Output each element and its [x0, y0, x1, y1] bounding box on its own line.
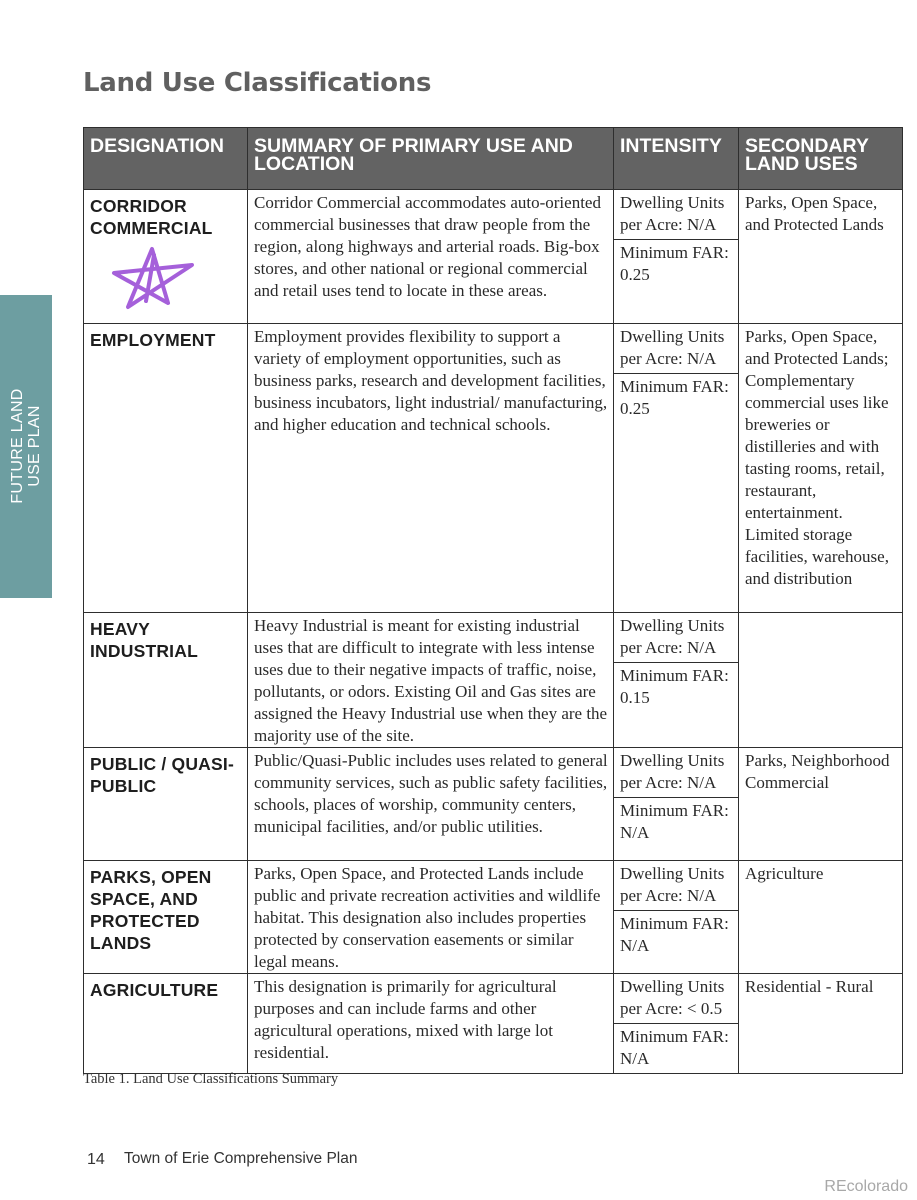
- header-designation: DESIGNATION: [84, 128, 248, 190]
- side-tab-line-2: USE PLAN: [26, 405, 43, 487]
- table-row: [84, 748, 903, 861]
- designation-cell: [84, 974, 248, 1074]
- designation-label: CORRIDOR COMMERCIAL: [90, 196, 213, 238]
- designation-cell: [84, 324, 248, 613]
- summary-cell: [248, 861, 614, 974]
- far-value: Minimum FAR: N/A: [620, 914, 729, 955]
- designation-cell: [84, 190, 248, 324]
- table-row: [84, 613, 903, 748]
- secondary-cell: [739, 748, 903, 861]
- designation-label: AGRICULTURE: [90, 980, 219, 1000]
- far-value: Minimum FAR: N/A: [620, 801, 729, 842]
- secondary-text: Parks, Open Space, and Protected Lands; Complementary commercial uses like breweries or distilleries and with tasting rooms, retail, restaurant, entertainment. Limited storage facilities, warehouse, and distribution: [745, 327, 889, 588]
- footer-document-title: Town of Erie Comprehensive Plan: [124, 1150, 358, 1167]
- intensity-cell: [614, 861, 739, 974]
- table-row: [84, 861, 903, 974]
- secondary-cell: [739, 974, 903, 1074]
- intensity-cell: [614, 613, 739, 748]
- header-intensity: INTENSITY: [614, 128, 739, 190]
- secondary-cell: [739, 613, 903, 748]
- secondary-cell: [739, 190, 903, 324]
- designation-cell: [84, 613, 248, 748]
- table-row: [84, 190, 903, 324]
- secondary-text: Parks, Open Space, and Protected Lands: [745, 193, 884, 234]
- intensity-cell: [614, 324, 739, 613]
- summary-text: Public/Quasi-Public includes uses related to general community services, such as public safety facilities, schools, places of worship, community centers, municipal facilities, and/or public utilities.: [254, 751, 608, 836]
- side-tab-line-1: FUTURE LAND: [9, 388, 26, 504]
- intensity-cell: [614, 974, 739, 1074]
- intensity-cell: [614, 190, 739, 324]
- dwelling-units-value: Dwelling Units per Acre: < 0.5: [614, 974, 738, 1024]
- secondary-text: [739, 613, 902, 615]
- dwelling-units-value: Dwelling Units per Acre: N/A: [614, 748, 738, 798]
- designation-label: EMPLOYMENT: [90, 330, 216, 350]
- dwelling-units-value: Dwelling Units per Acre: N/A: [614, 324, 738, 374]
- summary-cell: [248, 324, 614, 613]
- land-use-table: [83, 127, 903, 1074]
- designation-label: PUBLIC / QUASI-PUBLIC: [90, 754, 234, 796]
- summary-cell: [248, 748, 614, 861]
- secondary-cell: [739, 324, 903, 613]
- secondary-text: Agriculture: [745, 864, 824, 883]
- table-row: [84, 974, 903, 1074]
- summary-text: Heavy Industrial is meant for existing industrial uses that are difficult to integrate with less intense uses due to their negative impacts of traffic, noise, pollutants, or odors. Existing Oil and Gas sites are assigned the Heavy Industrial use when they are the majority use of the site.: [254, 616, 608, 745]
- secondary-cell: [739, 861, 903, 974]
- designation-cell: [84, 861, 248, 974]
- table-header-row: [84, 128, 903, 190]
- far-value: Minimum FAR: 0.15: [620, 666, 729, 707]
- side-tab-label: [9, 388, 43, 503]
- summary-text: This designation is primarily for agricultural purposes and can include farms and other agricultural operations, mixed with large lot residential.: [254, 977, 557, 1062]
- designation-label: HEAVY INDUSTRIAL: [90, 619, 198, 661]
- summary-cell: [248, 190, 614, 324]
- far-value: Minimum FAR: N/A: [620, 1027, 729, 1068]
- summary-cell: [248, 613, 614, 748]
- far-value: Minimum FAR: 0.25: [620, 243, 729, 284]
- table-caption: Table 1. Land Use Classifications Summary: [83, 1071, 339, 1087]
- hand-drawn-star-icon: [84, 239, 247, 316]
- header-summary: SUMMARY OF PRIMARY USE AND LOCATION: [248, 128, 614, 190]
- watermark: REcolorado: [824, 1178, 908, 1195]
- dwelling-units-value: Dwelling Units per Acre: N/A: [614, 613, 738, 663]
- dwelling-units-value: Dwelling Units per Acre: N/A: [614, 861, 738, 911]
- designation-cell: [84, 748, 248, 861]
- summary-text: Parks, Open Space, and Protected Lands include public and private recreation activities and wildlife habitat. This designation also includes properties protected by conservation easements or similar legal means.: [254, 864, 601, 971]
- intensity-cell: [614, 748, 739, 861]
- secondary-text: Residential - Rural: [745, 977, 874, 996]
- secondary-text: Parks, Neighborhood Commercial: [745, 751, 890, 792]
- summary-cell: [248, 974, 614, 1074]
- summary-text: Corridor Commercial accommodates auto-oriented commercial businesses that draw people from the region, along highways and arterial roads. Big-box stores, and other national or regional commercial and retail uses tend to locate in these areas.: [254, 193, 601, 300]
- designation-label: PARKS, OPEN SPACE, AND PROTECTED LANDS: [90, 867, 212, 953]
- summary-text: Employment provides flexibility to support a variety of employment opportunities, such as business parks, research and development facilities, business incubators, light industrial/ manufacturing, and higher education and technical schools.: [254, 327, 608, 434]
- page-title: Land Use Classifications: [83, 68, 432, 98]
- page-number: 14: [87, 1151, 105, 1168]
- section-side-tab: [0, 295, 52, 598]
- far-value: Minimum FAR: 0.25: [620, 377, 729, 418]
- dwelling-units-value: Dwelling Units per Acre: N/A: [614, 190, 738, 240]
- header-secondary: SECONDARY LAND USES: [739, 128, 903, 190]
- table-row: [84, 324, 903, 613]
